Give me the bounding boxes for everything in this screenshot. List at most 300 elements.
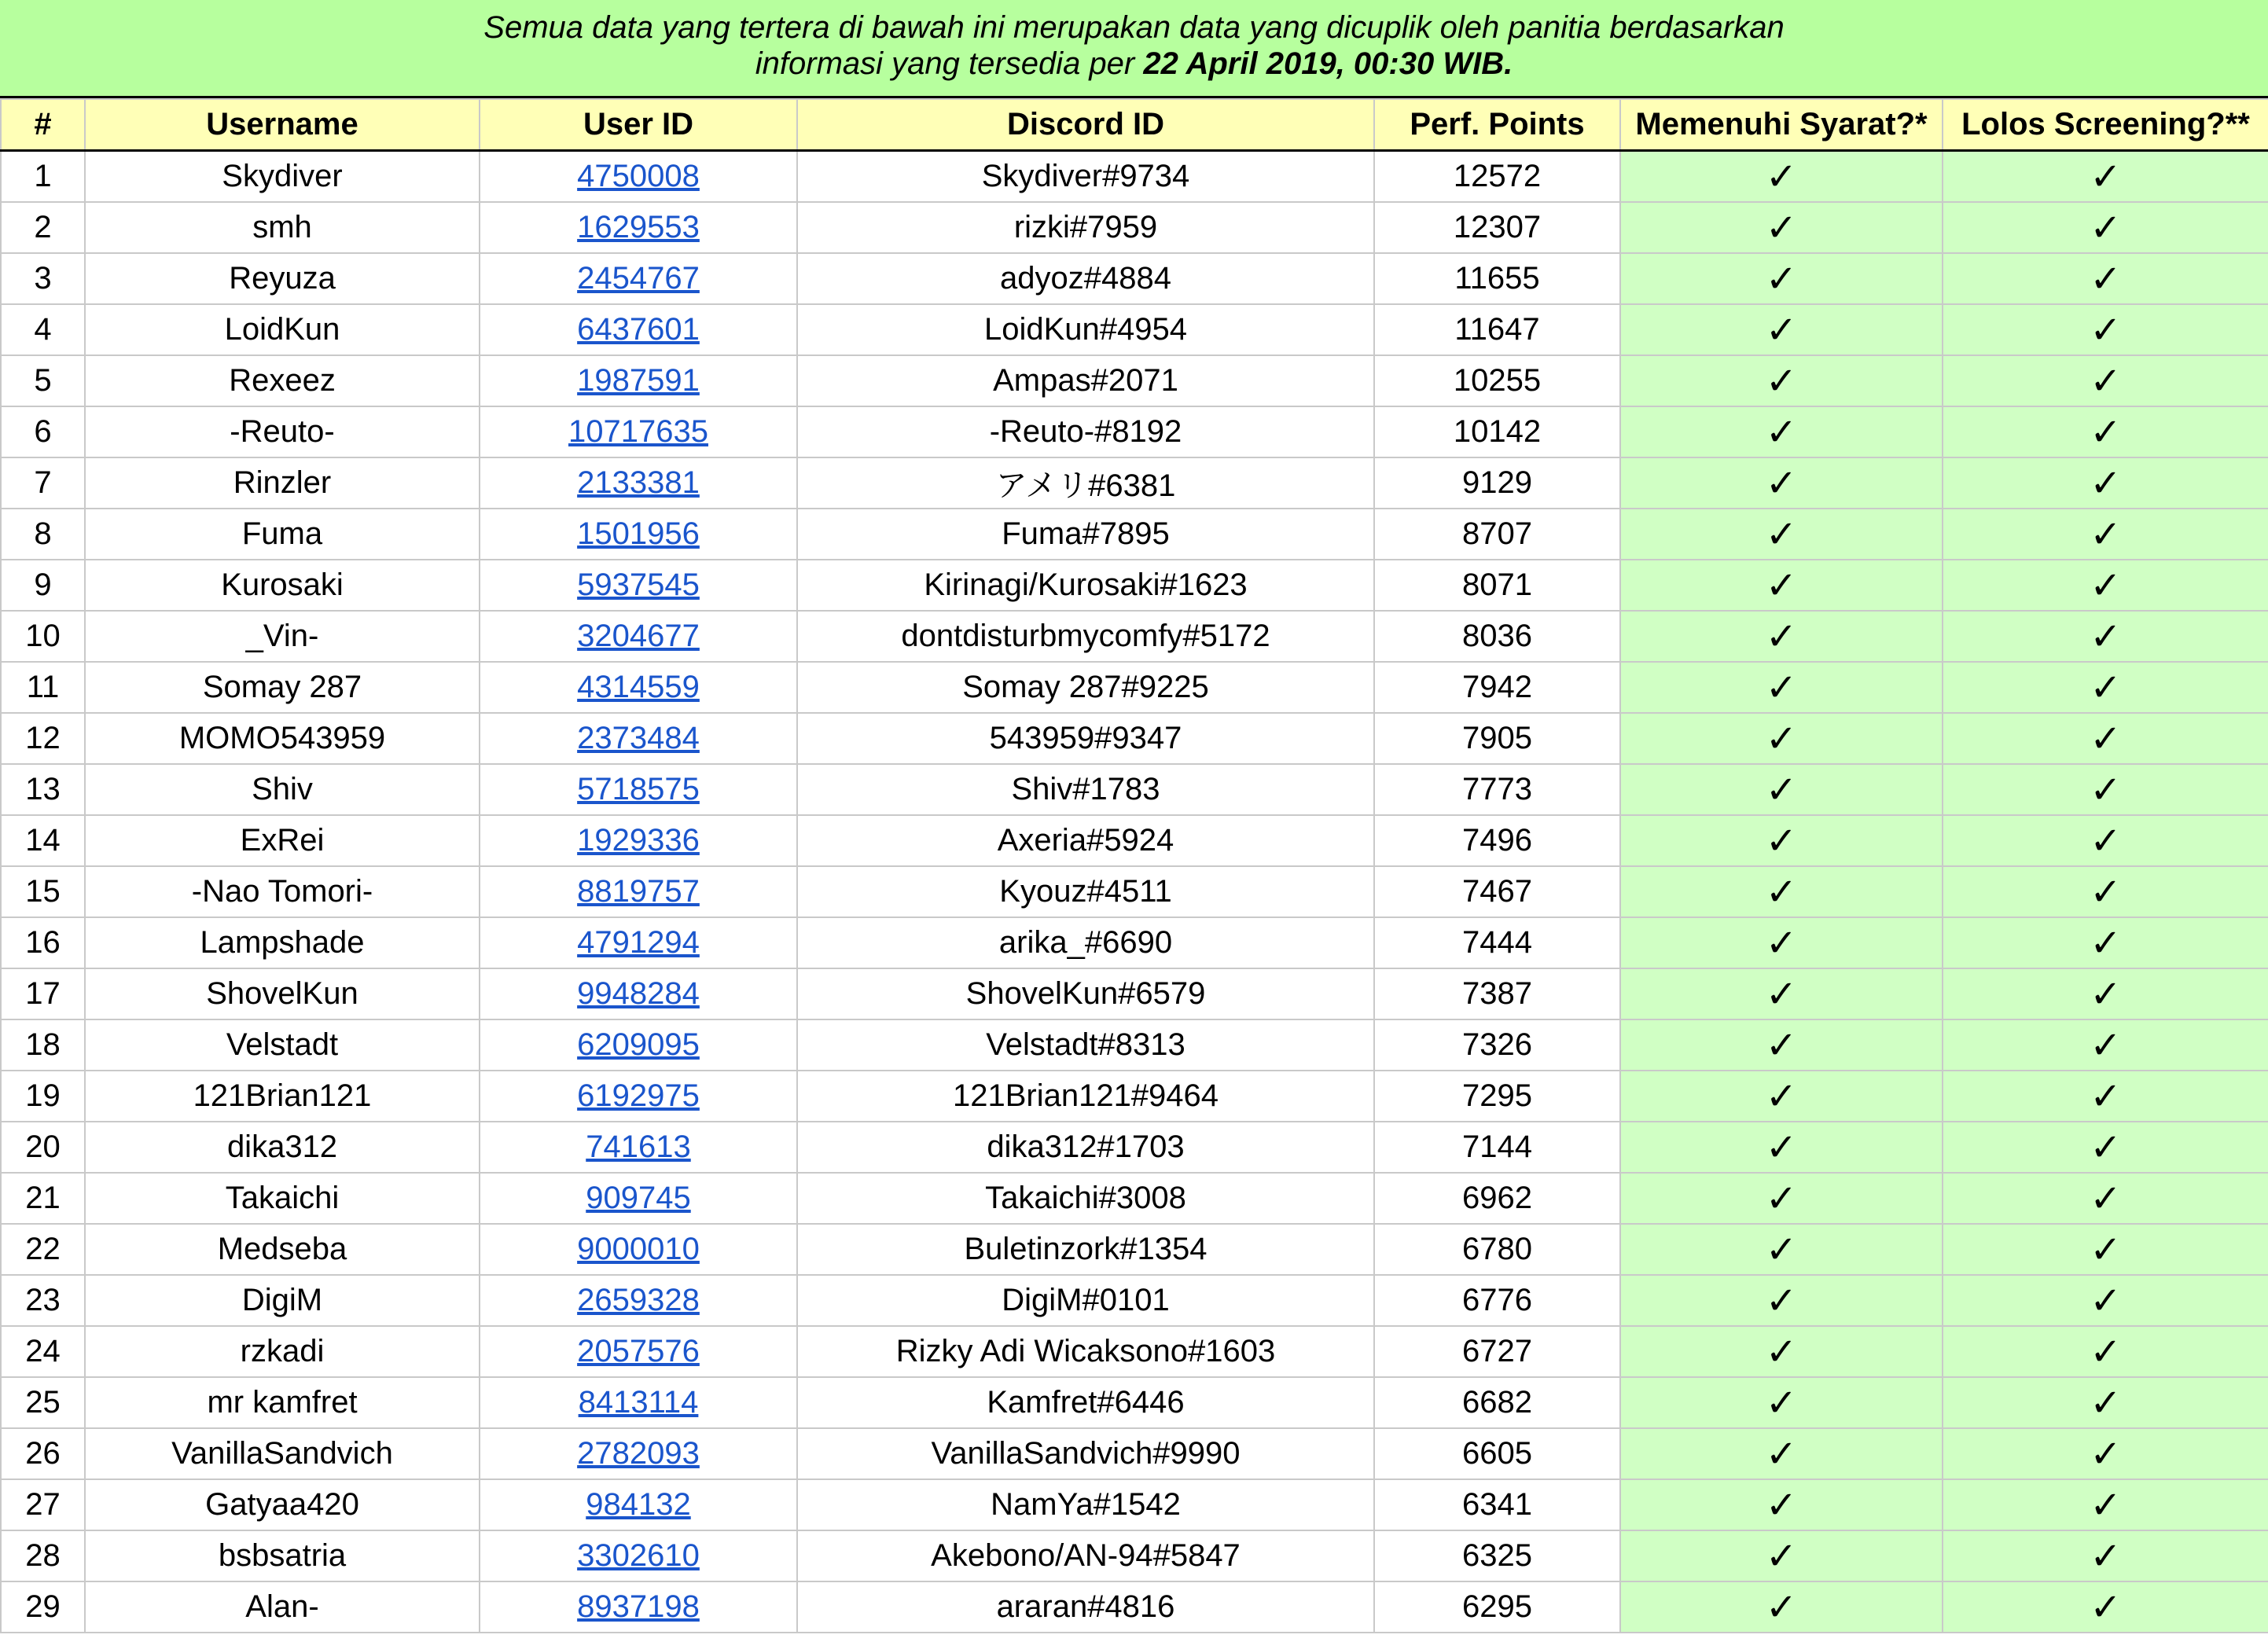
check-icon: ✓ <box>1765 564 1798 607</box>
perf-points-cell[interactable]: 12572 <box>1374 151 1620 203</box>
discord-id-cell[interactable]: ShovelKun#6579 <box>797 968 1374 1019</box>
user-id-cell[interactable] <box>480 457 797 509</box>
table-row <box>1 662 2268 713</box>
lolos-screening-cell[interactable] <box>1943 406 2268 457</box>
perf-points-cell[interactable]: 6962 <box>1374 1173 1620 1224</box>
check-icon: ✓ <box>2090 1229 2122 1271</box>
perf-points-cell[interactable]: 8036 <box>1374 611 1620 662</box>
check-icon: ✓ <box>2090 1433 2122 1475</box>
username-cell[interactable]: mr kamfret <box>85 1377 480 1428</box>
memenuhi-syarat-cell[interactable] <box>1620 509 1943 560</box>
memenuhi-syarat-cell[interactable] <box>1620 1122 1943 1173</box>
check-icon: ✓ <box>2090 1484 2122 1526</box>
discord-id-cell[interactable]: 543959#9347 <box>797 713 1374 764</box>
user-id-cell[interactable] <box>480 1019 797 1071</box>
user-id-link[interactable]: 2454767 <box>577 261 700 296</box>
table-row <box>1 815 2268 866</box>
discord-id-cell[interactable]: Buletinzork#1354 <box>797 1224 1374 1275</box>
discord-id-cell[interactable]: DigiM#0101 <box>797 1275 1374 1326</box>
lolos-screening-cell[interactable] <box>1943 457 2268 509</box>
username-cell[interactable]: Takaichi <box>85 1173 480 1224</box>
memenuhi-syarat-cell[interactable] <box>1620 406 1943 457</box>
row-number-cell[interactable]: 22 <box>1 1224 85 1275</box>
user-id-link[interactable]: 3204677 <box>577 619 700 653</box>
check-icon: ✓ <box>1765 309 1798 351</box>
row-number-cell[interactable]: 2 <box>1 202 85 253</box>
row-number-cell[interactable]: 5 <box>1 355 85 406</box>
user-id-cell[interactable] <box>480 406 797 457</box>
username-cell[interactable]: rzkadi <box>85 1326 480 1377</box>
perf-points-cell[interactable]: 6341 <box>1374 1479 1620 1530</box>
perf-points-cell[interactable]: 7773 <box>1374 764 1620 815</box>
memenuhi-syarat-cell[interactable] <box>1620 304 1943 355</box>
username-cell[interactable]: Velstadt <box>85 1019 480 1071</box>
discord-id-cell[interactable]: NamYa#1542 <box>797 1479 1374 1530</box>
perf-points-cell[interactable]: 7467 <box>1374 866 1620 917</box>
discord-id-cell[interactable]: アメリ#6381 <box>797 457 1374 509</box>
check-icon: ✓ <box>1765 1024 1798 1067</box>
check-icon: ✓ <box>2090 1535 2122 1578</box>
discord-id-cell[interactable]: Fuma#7895 <box>797 509 1374 560</box>
user-id-cell[interactable] <box>480 202 797 253</box>
check-icon: ✓ <box>1765 1484 1798 1526</box>
username-cell[interactable]: dika312 <box>85 1122 480 1173</box>
username-cell[interactable]: Somay 287 <box>85 662 480 713</box>
perf-points-cell[interactable]: 6325 <box>1374 1530 1620 1581</box>
user-id-cell[interactable] <box>480 662 797 713</box>
discord-id-cell[interactable]: dontdisturbmycomfy#5172 <box>797 611 1374 662</box>
check-icon: ✓ <box>2090 462 2122 505</box>
table-row <box>1 509 2268 560</box>
lolos-screening-cell[interactable] <box>1943 1581 2268 1633</box>
row-number-cell[interactable]: 15 <box>1 866 85 917</box>
lolos-screening-cell[interactable] <box>1943 1275 2268 1326</box>
row-number-cell[interactable]: 16 <box>1 917 85 968</box>
memenuhi-syarat-cell[interactable] <box>1620 1428 1943 1479</box>
check-icon: ✓ <box>1765 1433 1798 1475</box>
lolos-screening-cell[interactable] <box>1943 1071 2268 1122</box>
user-id-link[interactable]: 909745 <box>586 1181 691 1215</box>
notice-date: 22 April 2019, 00:30 WIB. <box>1143 46 1513 81</box>
user-id-link[interactable]: 2659328 <box>577 1283 700 1317</box>
check-icon: ✓ <box>2090 258 2122 300</box>
row-number-cell[interactable]: 9 <box>1 560 85 611</box>
perf-points-cell[interactable]: 6776 <box>1374 1275 1620 1326</box>
discord-id-cell[interactable]: adyoz#4884 <box>797 253 1374 304</box>
user-id-cell[interactable] <box>480 1479 797 1530</box>
user-id-link[interactable]: 6192975 <box>577 1078 700 1113</box>
discord-id-cell[interactable]: Velstadt#8313 <box>797 1019 1374 1071</box>
perf-points-cell[interactable]: 7387 <box>1374 968 1620 1019</box>
check-icon: ✓ <box>2090 564 2122 607</box>
header-user-id[interactable]: User ID <box>480 99 797 151</box>
check-icon: ✓ <box>2090 513 2122 556</box>
check-icon: ✓ <box>2090 1177 2122 1220</box>
check-icon: ✓ <box>1765 1382 1798 1424</box>
user-id-link[interactable]: 4314559 <box>577 670 700 704</box>
memenuhi-syarat-cell[interactable] <box>1620 968 1943 1019</box>
user-id-link[interactable]: 2057576 <box>577 1334 700 1368</box>
username-cell[interactable]: Medseba <box>85 1224 480 1275</box>
row-number-cell[interactable]: 25 <box>1 1377 85 1428</box>
perf-points-cell[interactable]: 7496 <box>1374 815 1620 866</box>
user-id-cell[interactable] <box>480 560 797 611</box>
header-memenuhi-syarat[interactable]: Memenuhi Syarat?* <box>1620 99 1943 151</box>
row-number-cell[interactable]: 1 <box>1 151 85 203</box>
row-number-cell[interactable]: 10 <box>1 611 85 662</box>
table-row <box>1 1326 2268 1377</box>
memenuhi-syarat-cell[interactable] <box>1620 457 1943 509</box>
username-cell[interactable]: _Vin- <box>85 611 480 662</box>
header-discord-id[interactable]: Discord ID <box>797 99 1374 151</box>
username-cell[interactable]: Reyuza <box>85 253 480 304</box>
lolos-screening-cell[interactable] <box>1943 1479 2268 1530</box>
check-icon: ✓ <box>1765 258 1798 300</box>
check-icon: ✓ <box>1765 718 1798 760</box>
perf-points-cell[interactable]: 7326 <box>1374 1019 1620 1071</box>
username-cell[interactable]: LoidKun <box>85 304 480 355</box>
table-row <box>1 866 2268 917</box>
user-id-cell[interactable] <box>480 1071 797 1122</box>
header-username[interactable]: Username <box>85 99 480 151</box>
perf-points-cell[interactable]: 9129 <box>1374 457 1620 509</box>
discord-id-cell[interactable]: Rizky Adi Wicaksono#1603 <box>797 1326 1374 1377</box>
memenuhi-syarat-cell[interactable] <box>1620 253 1943 304</box>
perf-points-cell[interactable]: 7444 <box>1374 917 1620 968</box>
user-id-link[interactable]: 1987591 <box>577 363 700 398</box>
memenuhi-syarat-cell[interactable] <box>1620 151 1943 203</box>
lolos-screening-cell[interactable] <box>1943 253 2268 304</box>
row-number-cell[interactable]: 7 <box>1 457 85 509</box>
table-row <box>1 1530 2268 1581</box>
username-cell[interactable]: Rexeez <box>85 355 480 406</box>
user-id-link[interactable]: 8819757 <box>577 874 700 909</box>
table-row <box>1 1581 2268 1633</box>
table-row <box>1 713 2268 764</box>
check-icon: ✓ <box>2090 1382 2122 1424</box>
username-cell[interactable]: Skydiver <box>85 151 480 203</box>
perf-points-cell[interactable]: 11647 <box>1374 304 1620 355</box>
memenuhi-syarat-cell[interactable] <box>1620 713 1943 764</box>
perf-points-cell[interactable]: 7905 <box>1374 713 1620 764</box>
user-id-cell[interactable] <box>480 764 797 815</box>
lolos-screening-cell[interactable] <box>1943 355 2268 406</box>
memenuhi-syarat-cell[interactable] <box>1620 917 1943 968</box>
user-id-link[interactable]: 6437601 <box>577 312 700 347</box>
discord-id-cell[interactable]: VanillaSandvich#9990 <box>797 1428 1374 1479</box>
table-row <box>1 457 2268 509</box>
check-icon: ✓ <box>1765 360 1798 402</box>
discord-id-cell[interactable]: Kirinagi/Kurosaki#1623 <box>797 560 1374 611</box>
row-number-cell[interactable]: 6 <box>1 406 85 457</box>
check-icon: ✓ <box>1765 156 1798 198</box>
memenuhi-syarat-cell[interactable] <box>1620 1581 1943 1633</box>
discord-id-cell[interactable]: Axeria#5924 <box>797 815 1374 866</box>
row-number-cell[interactable]: 28 <box>1 1530 85 1581</box>
discord-id-cell[interactable]: Shiv#1783 <box>797 764 1374 815</box>
user-id-link[interactable]: 4750008 <box>577 159 700 193</box>
memenuhi-syarat-cell[interactable] <box>1620 1326 1943 1377</box>
lolos-screening-cell[interactable] <box>1943 662 2268 713</box>
check-icon: ✓ <box>1765 871 1798 913</box>
discord-id-cell[interactable]: Somay 287#9225 <box>797 662 1374 713</box>
row-number-cell[interactable]: 3 <box>1 253 85 304</box>
user-id-link[interactable]: 2373484 <box>577 721 700 755</box>
user-id-cell[interactable] <box>480 509 797 560</box>
lolos-screening-cell[interactable] <box>1943 202 2268 253</box>
memenuhi-syarat-cell[interactable] <box>1620 1479 1943 1530</box>
username-cell[interactable]: Rinzler <box>85 457 480 509</box>
user-id-link[interactable]: 9000010 <box>577 1232 700 1266</box>
username-cell[interactable]: MOMO543959 <box>85 713 480 764</box>
username-cell[interactable]: bsbsatria <box>85 1530 480 1581</box>
discord-id-cell[interactable]: Takaichi#3008 <box>797 1173 1374 1224</box>
user-id-cell[interactable] <box>480 1428 797 1479</box>
perf-points-cell[interactable]: 7942 <box>1374 662 1620 713</box>
discord-id-cell[interactable]: araran#4816 <box>797 1581 1374 1633</box>
lolos-screening-cell[interactable] <box>1943 866 2268 917</box>
lolos-screening-cell[interactable] <box>1943 1377 2268 1428</box>
check-icon: ✓ <box>1765 1331 1798 1373</box>
user-id-link[interactable]: 8937198 <box>577 1589 700 1624</box>
table-row <box>1 1428 2268 1479</box>
user-id-link[interactable]: 741613 <box>586 1130 691 1164</box>
perf-points-cell[interactable]: 11655 <box>1374 253 1620 304</box>
user-id-cell[interactable] <box>480 713 797 764</box>
table-row <box>1 1224 2268 1275</box>
memenuhi-syarat-cell[interactable] <box>1620 1377 1943 1428</box>
row-number-cell[interactable]: 14 <box>1 815 85 866</box>
user-id-cell[interactable] <box>480 1224 797 1275</box>
row-number-cell[interactable]: 21 <box>1 1173 85 1224</box>
user-id-cell[interactable] <box>480 968 797 1019</box>
row-number-cell[interactable]: 17 <box>1 968 85 1019</box>
user-id-cell[interactable] <box>480 866 797 917</box>
discord-id-cell[interactable]: arika_#6690 <box>797 917 1374 968</box>
notice-line-2 <box>0 46 2268 82</box>
memenuhi-syarat-cell[interactable] <box>1620 866 1943 917</box>
user-id-cell[interactable] <box>480 815 797 866</box>
table-row <box>1 1019 2268 1071</box>
discord-id-cell[interactable]: LoidKun#4954 <box>797 304 1374 355</box>
check-icon: ✓ <box>1765 667 1798 709</box>
user-id-cell[interactable] <box>480 253 797 304</box>
username-cell[interactable]: Lampshade <box>85 917 480 968</box>
memenuhi-syarat-cell[interactable] <box>1620 1071 1943 1122</box>
lolos-screening-cell[interactable] <box>1943 151 2268 203</box>
memenuhi-syarat-cell[interactable] <box>1620 355 1943 406</box>
memenuhi-syarat-cell[interactable] <box>1620 611 1943 662</box>
table-row <box>1 1479 2268 1530</box>
perf-points-cell[interactable]: 8071 <box>1374 560 1620 611</box>
check-icon: ✓ <box>2090 1024 2122 1067</box>
table-row <box>1 968 2268 1019</box>
user-id-link[interactable]: 1501956 <box>577 516 700 551</box>
user-id-cell[interactable] <box>480 1530 797 1581</box>
user-id-cell[interactable] <box>480 1275 797 1326</box>
discord-id-cell[interactable]: 121Brian121#9464 <box>797 1071 1374 1122</box>
row-number-cell[interactable]: 26 <box>1 1428 85 1479</box>
username-cell[interactable]: DigiM <box>85 1275 480 1326</box>
lolos-screening-cell[interactable] <box>1943 1173 2268 1224</box>
perf-points-cell[interactable]: 6295 <box>1374 1581 1620 1633</box>
username-cell[interactable]: Shiv <box>85 764 480 815</box>
row-number-cell[interactable]: 8 <box>1 509 85 560</box>
row-number-cell[interactable]: 13 <box>1 764 85 815</box>
user-id-cell[interactable] <box>480 917 797 968</box>
row-number-cell[interactable]: 24 <box>1 1326 85 1377</box>
check-icon: ✓ <box>2090 207 2122 249</box>
perf-points-cell[interactable]: 10255 <box>1374 355 1620 406</box>
user-id-cell[interactable] <box>480 304 797 355</box>
username-cell[interactable]: ExRei <box>85 815 480 866</box>
check-icon: ✓ <box>2090 1586 2122 1629</box>
perf-points-cell[interactable]: 6727 <box>1374 1326 1620 1377</box>
user-id-link[interactable]: 8413114 <box>578 1385 699 1420</box>
perf-points-cell[interactable]: 12307 <box>1374 202 1620 253</box>
username-cell[interactable]: Kurosaki <box>85 560 480 611</box>
memenuhi-syarat-cell[interactable] <box>1620 1224 1943 1275</box>
lolos-screening-cell[interactable] <box>1943 815 2268 866</box>
user-id-link[interactable]: 9948284 <box>577 976 700 1011</box>
user-id-cell[interactable] <box>480 355 797 406</box>
header-number[interactable]: # <box>1 99 85 151</box>
user-id-cell[interactable] <box>480 1377 797 1428</box>
discord-id-cell[interactable]: dika312#1703 <box>797 1122 1374 1173</box>
check-icon: ✓ <box>1765 615 1798 658</box>
lolos-screening-cell[interactable] <box>1943 1122 2268 1173</box>
perf-points-cell[interactable]: 7295 <box>1374 1071 1620 1122</box>
user-id-link[interactable]: 984132 <box>586 1487 691 1522</box>
memenuhi-syarat-cell[interactable] <box>1620 202 1943 253</box>
check-icon: ✓ <box>2090 667 2122 709</box>
username-cell[interactable]: smh <box>85 202 480 253</box>
row-number-cell[interactable]: 11 <box>1 662 85 713</box>
lolos-screening-cell[interactable] <box>1943 917 2268 968</box>
lolos-screening-cell[interactable] <box>1943 1224 2268 1275</box>
perf-points-cell[interactable]: 6605 <box>1374 1428 1620 1479</box>
user-id-cell[interactable] <box>480 611 797 662</box>
row-number-cell[interactable]: 20 <box>1 1122 85 1173</box>
table-row <box>1 202 2268 253</box>
table-row <box>1 1122 2268 1173</box>
header-lolos-screening[interactable]: Lolos Screening?** <box>1943 99 2268 151</box>
memenuhi-syarat-cell[interactable] <box>1620 1275 1943 1326</box>
table-row <box>1 764 2268 815</box>
check-icon: ✓ <box>1765 769 1798 811</box>
lolos-screening-cell[interactable] <box>1943 764 2268 815</box>
user-id-link[interactable]: 2782093 <box>577 1436 700 1471</box>
lolos-screening-cell[interactable] <box>1943 968 2268 1019</box>
lolos-screening-cell[interactable] <box>1943 1019 2268 1071</box>
check-icon: ✓ <box>1765 462 1798 505</box>
notice-line-1: Semua data yang tertera di bawah ini merupakan data yang dicuplik oleh panitia berdasarkan <box>483 10 1785 45</box>
check-icon: ✓ <box>2090 411 2122 454</box>
row-number-cell[interactable]: 18 <box>1 1019 85 1071</box>
user-id-link[interactable]: 1929336 <box>577 823 700 858</box>
user-id-link[interactable]: 6209095 <box>577 1027 700 1062</box>
lolos-screening-cell[interactable] <box>1943 560 2268 611</box>
lolos-screening-cell[interactable] <box>1943 1428 2268 1479</box>
user-id-cell[interactable] <box>480 1581 797 1633</box>
check-icon: ✓ <box>2090 156 2122 198</box>
user-id-cell[interactable] <box>480 1173 797 1224</box>
check-icon: ✓ <box>1765 1177 1798 1220</box>
lolos-screening-cell[interactable] <box>1943 1530 2268 1581</box>
username-cell[interactable]: Fuma <box>85 509 480 560</box>
check-icon: ✓ <box>2090 769 2122 811</box>
user-id-link[interactable]: 4791294 <box>577 925 700 960</box>
discord-id-cell[interactable]: -Reuto-#8192 <box>797 406 1374 457</box>
username-cell[interactable]: Gatyaa420 <box>85 1479 480 1530</box>
lolos-screening-cell[interactable] <box>1943 304 2268 355</box>
user-id-link[interactable]: 10717635 <box>568 414 708 449</box>
username-cell[interactable]: -Nao Tomori- <box>85 866 480 917</box>
username-cell[interactable]: 121Brian121 <box>85 1071 480 1122</box>
discord-id-cell[interactable]: Ampas#2071 <box>797 355 1374 406</box>
user-id-link[interactable]: 5937545 <box>577 568 700 602</box>
perf-points-cell[interactable]: 10142 <box>1374 406 1620 457</box>
perf-points-cell[interactable]: 7144 <box>1374 1122 1620 1173</box>
row-number-cell[interactable]: 29 <box>1 1581 85 1633</box>
perf-points-cell[interactable]: 6682 <box>1374 1377 1620 1428</box>
lolos-screening-cell[interactable] <box>1943 1326 2268 1377</box>
user-id-link[interactable]: 5718575 <box>577 772 700 806</box>
username-cell[interactable]: Alan- <box>85 1581 480 1633</box>
user-id-cell[interactable] <box>480 1326 797 1377</box>
memenuhi-syarat-cell[interactable] <box>1620 1530 1943 1581</box>
user-id-link[interactable]: 1629553 <box>577 210 700 244</box>
memenuhi-syarat-cell[interactable] <box>1620 815 1943 866</box>
user-id-link[interactable]: 2133381 <box>577 465 700 500</box>
check-icon: ✓ <box>1765 922 1798 964</box>
row-number-cell[interactable]: 27 <box>1 1479 85 1530</box>
perf-points-cell[interactable]: 8707 <box>1374 509 1620 560</box>
check-icon: ✓ <box>1765 1280 1798 1322</box>
check-icon: ✓ <box>1765 820 1798 862</box>
check-icon: ✓ <box>2090 820 2122 862</box>
discord-id-cell[interactable]: rizki#7959 <box>797 202 1374 253</box>
row-number-cell[interactable]: 23 <box>1 1275 85 1326</box>
memenuhi-syarat-cell[interactable] <box>1620 662 1943 713</box>
perf-points-cell[interactable]: 6780 <box>1374 1224 1620 1275</box>
lolos-screening-cell[interactable] <box>1943 509 2268 560</box>
username-cell[interactable]: -Reuto- <box>85 406 480 457</box>
row-number-cell[interactable]: 12 <box>1 713 85 764</box>
user-id-link[interactable]: 3302610 <box>577 1538 700 1573</box>
user-id-cell[interactable] <box>480 151 797 203</box>
discord-id-cell[interactable]: Kyouz#4511 <box>797 866 1374 917</box>
lolos-screening-cell[interactable] <box>1943 611 2268 662</box>
discord-id-cell[interactable]: Akebono/AN-94#5847 <box>797 1530 1374 1581</box>
discord-id-cell[interactable]: Skydiver#9734 <box>797 151 1374 203</box>
memenuhi-syarat-cell[interactable] <box>1620 1173 1943 1224</box>
memenuhi-syarat-cell[interactable] <box>1620 1019 1943 1071</box>
header-perf-points[interactable]: Perf. Points <box>1374 99 1620 151</box>
table-row <box>1 355 2268 406</box>
username-cell[interactable]: VanillaSandvich <box>85 1428 480 1479</box>
notice-banner <box>0 0 2268 98</box>
memenuhi-syarat-cell[interactable] <box>1620 764 1943 815</box>
user-id-cell[interactable] <box>480 1122 797 1173</box>
memenuhi-syarat-cell[interactable] <box>1620 560 1943 611</box>
row-number-cell[interactable]: 19 <box>1 1071 85 1122</box>
username-cell[interactable]: ShovelKun <box>85 968 480 1019</box>
check-icon: ✓ <box>2090 360 2122 402</box>
discord-id-cell[interactable]: Kamfret#6446 <box>797 1377 1374 1428</box>
row-number-cell[interactable]: 4 <box>1 304 85 355</box>
lolos-screening-cell[interactable] <box>1943 713 2268 764</box>
